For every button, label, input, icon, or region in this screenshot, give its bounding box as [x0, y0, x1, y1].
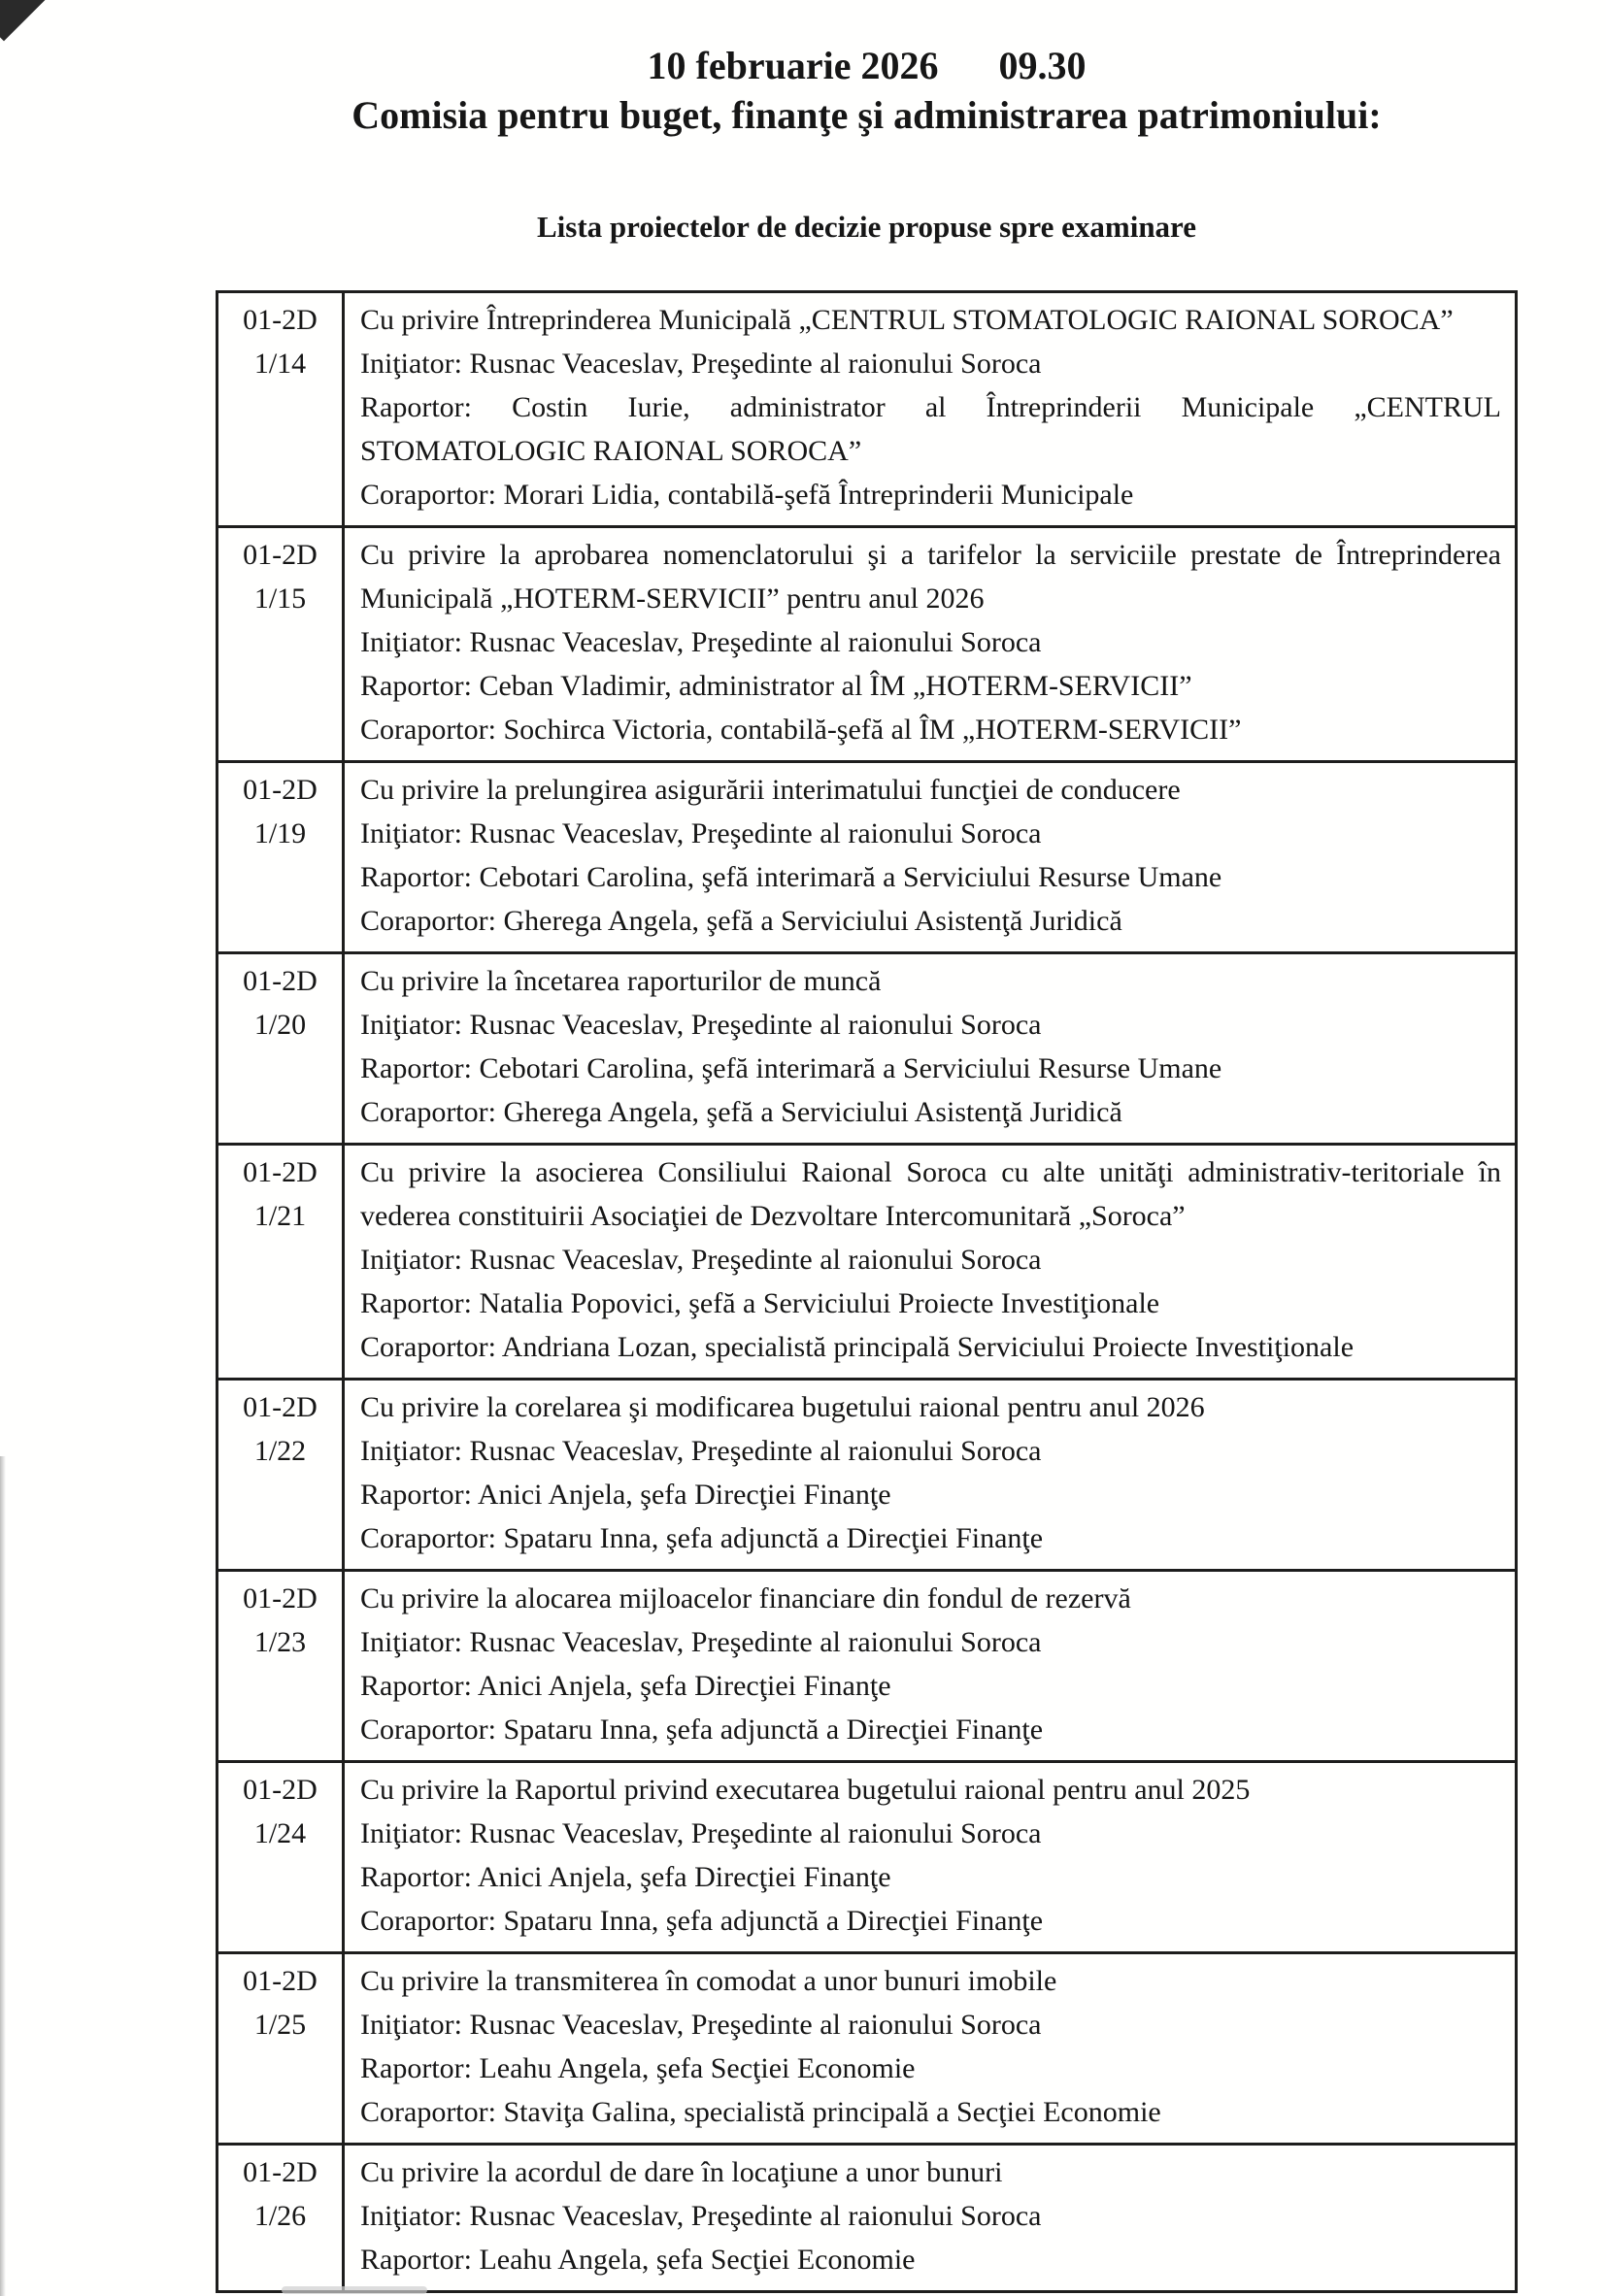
raportor-line: Raportor: Costin Iurie, administrator al Întreprinderii Municipale „CENTRUL STOMATOLOGIC RAIONAL SOROCA”: [360, 391, 1501, 467]
project-title: Cu privire la încetarea raporturilor de muncă: [360, 965, 882, 997]
project-title: Cu privire la asocierea Consiliului Raional Soroca cu alte unităţi administrativ-teritoriale în vederea constituirii Asociaţiei de Dezvoltare Intercomunitară „Soroca”: [360, 1156, 1501, 1232]
project-title: Cu privire la aprobarea nomenclatorului şi a tarifelor la serviciile prestate de Întreprinderea Municipală „HOTERM-SERVICII” pentru anul 2026: [360, 539, 1501, 615]
initiator-line: Iniţiator: Rusnac Veaceslav, Preşedinte al raionului Soroca: [360, 2009, 1042, 2041]
document-header: [216, 0, 1518, 247]
raportor-line: Raportor: Ceban Vladimir, administrator al ÎM „HOTERM-SERVICII”: [360, 670, 1192, 702]
project-code: 01-2D: [243, 2156, 318, 2188]
initiator-line: Iniţiator: Rusnac Veaceslav, Preşedinte al raionului Soroca: [360, 1435, 1042, 1467]
initiator-line: Iniţiator: Rusnac Veaceslav, Preşedinte al raionului Soroca: [360, 1009, 1042, 1041]
coraportor-line: Coraportor: Gherega Angela, şefă a Serviciului Asistenţă Juridică: [360, 1096, 1122, 1128]
project-id-cell: [218, 1381, 345, 1569]
project-code: 01-2D: [243, 304, 318, 336]
table-row: [218, 2143, 1515, 2290]
project-details-cell: [345, 1381, 1515, 1569]
initiator-line: Iniţiator: Rusnac Veaceslav, Preşedinte al raionului Soroca: [360, 2200, 1042, 2232]
table-row: [218, 1378, 1515, 1569]
scan-corner-artifact: [0, 0, 45, 41]
commission-title: Comisia pentru buget, finanţe şi administrarea patrimoniului:: [351, 93, 1382, 137]
coraportor-line: Coraportor: Morari Lidia, contabilă-şefă Întreprinderii Municipale: [360, 479, 1134, 511]
project-number: 1/26: [253, 2200, 307, 2232]
project-number: 1/24: [253, 1817, 307, 1849]
scan-edge-artifact: [0, 1456, 6, 2296]
project-title: Cu privire la transmiterea în comodat a unor bunuri imobile: [360, 1965, 1057, 1997]
project-title: Cu privire la alocarea mijloacelor financiare din fondul de rezervă: [360, 1582, 1131, 1614]
table-row: [218, 1569, 1515, 1760]
raportor-line: Raportor: Anici Anjela, şefa Direcţiei Finanţe: [360, 1861, 891, 1893]
table-row: [218, 1760, 1515, 1951]
coraportor-line: Coraportor: Sochirca Victoria, contabilă-şefă al ÎM „HOTERM-SERVICII”: [360, 714, 1242, 746]
decision-projects-table: [216, 290, 1518, 2293]
raportor-line: Raportor: Anici Anjela, şefa Direcţiei Finanţe: [360, 1479, 891, 1511]
project-details-cell: [345, 2146, 1515, 2290]
initiator-line: Iniţiator: Rusnac Veaceslav, Preşedinte al raionului Soroca: [360, 1244, 1042, 1276]
project-id-cell: [218, 293, 345, 525]
raportor-line: Raportor: Anici Anjela, şefa Direcţiei Finanţe: [360, 1670, 891, 1702]
project-code: 01-2D: [243, 1582, 318, 1614]
table-row: [218, 1143, 1515, 1378]
project-code: 01-2D: [243, 539, 318, 571]
coraportor-line: Coraportor: Staviţa Galina, specialistă principală a Secţiei Economie: [360, 2096, 1161, 2128]
session-datetime: [216, 43, 1518, 89]
project-number: 1/23: [253, 1626, 307, 1658]
session-time: 09.30: [998, 44, 1087, 87]
raportor-line: Raportor: Cebotari Carolina, şefă interimară a Serviciului Resurse Umane: [360, 1052, 1222, 1084]
project-title: Cu privire Întreprinderea Municipală „CENTRUL STOMATOLOGIC RAIONAL SOROCA”: [360, 304, 1454, 336]
project-title: Cu privire la Raportul privind executarea bugetului raional pentru anul 2025: [360, 1774, 1251, 1806]
raportor-line: Raportor: Leahu Angela, şefa Secţiei Economie: [360, 2244, 916, 2276]
project-title: Cu privire la acordul de dare în locaţiune a unor bunuri: [360, 2156, 1003, 2188]
project-number: 1/21: [253, 1200, 307, 1232]
initiator-line: Iniţiator: Rusnac Veaceslav, Preşedinte al raionului Soroca: [360, 626, 1042, 658]
project-details-cell: [345, 528, 1515, 760]
coraportor-line: Coraportor: Spataru Inna, şefa adjunctă a Direcţiei Finanţe: [360, 1522, 1044, 1554]
raportor-line: Raportor: Leahu Angela, şefa Secţiei Economie: [360, 2052, 916, 2084]
project-details-cell: [345, 1954, 1515, 2143]
project-id-cell: [218, 763, 345, 951]
project-id-cell: [218, 528, 345, 760]
list-title: Lista proiectelor de decizie propuse spre examinare: [536, 210, 1197, 244]
project-number: 1/20: [253, 1009, 307, 1041]
table-row: [218, 525, 1515, 760]
project-number: 1/15: [253, 582, 307, 615]
raportor-line: Raportor: Cebotari Carolina, şefă interimară a Serviciului Resurse Umane: [360, 861, 1222, 893]
project-title: Cu privire la prelungirea asigurării interimatului funcţiei de conducere: [360, 774, 1181, 806]
project-number: 1/25: [253, 2009, 307, 2041]
project-code: 01-2D: [243, 774, 318, 806]
coraportor-line: Coraportor: Spataru Inna, şefa adjunctă a Direcţiei Finanţe: [360, 1714, 1044, 1746]
session-date: 10 februarie 2026: [647, 44, 939, 87]
coraportor-line: Coraportor: Andriana Lozan, specialistă principală Serviciului Proiecte Investiţionale: [360, 1331, 1355, 1363]
project-id-cell: [218, 1146, 345, 1378]
project-id-cell: [218, 954, 345, 1143]
table-row: [218, 293, 1515, 525]
project-id-cell: [218, 1954, 345, 2143]
project-details-cell: [345, 1572, 1515, 1760]
scan-smudge-artifact: [282, 2286, 427, 2294]
project-code: 01-2D: [243, 1156, 318, 1188]
initiator-line: Iniţiator: Rusnac Veaceslav, Preşedinte al raionului Soroca: [360, 1626, 1042, 1658]
project-id-cell: [218, 2146, 345, 2290]
project-number: 1/14: [253, 348, 307, 380]
initiator-line: Iniţiator: Rusnac Veaceslav, Preşedinte al raionului Soroca: [360, 817, 1042, 849]
raportor-line: Raportor: Natalia Popovici, şefă a Serviciului Proiecte Investiţionale: [360, 1287, 1160, 1319]
project-id-cell: [218, 1572, 345, 1760]
project-code: 01-2D: [243, 1965, 318, 1997]
table-row: [218, 1951, 1515, 2143]
initiator-line: Iniţiator: Rusnac Veaceslav, Preşedinte al raionului Soroca: [360, 348, 1042, 380]
coraportor-line: Coraportor: Spataru Inna, şefa adjunctă a Direcţiei Finanţe: [360, 1905, 1044, 1937]
project-code: 01-2D: [243, 1391, 318, 1423]
project-code: 01-2D: [243, 1774, 318, 1806]
table-row: [218, 760, 1515, 951]
project-details-cell: [345, 293, 1515, 525]
coraportor-line: Coraportor: Gherega Angela, şefă a Serviciului Asistenţă Juridică: [360, 905, 1122, 937]
table-row: [218, 951, 1515, 1143]
project-details-cell: [345, 1763, 1515, 1951]
project-details-cell: [345, 763, 1515, 951]
project-number: 1/19: [253, 817, 307, 849]
project-details-cell: [345, 1146, 1515, 1378]
project-details-cell: [345, 954, 1515, 1143]
project-code: 01-2D: [243, 965, 318, 997]
project-title: Cu privire la corelarea şi modificarea bugetului raional pentru anul 2026: [360, 1391, 1205, 1423]
project-id-cell: [218, 1763, 345, 1951]
project-number: 1/22: [253, 1435, 307, 1467]
initiator-line: Iniţiator: Rusnac Veaceslav, Preşedinte al raionului Soroca: [360, 1817, 1042, 1849]
